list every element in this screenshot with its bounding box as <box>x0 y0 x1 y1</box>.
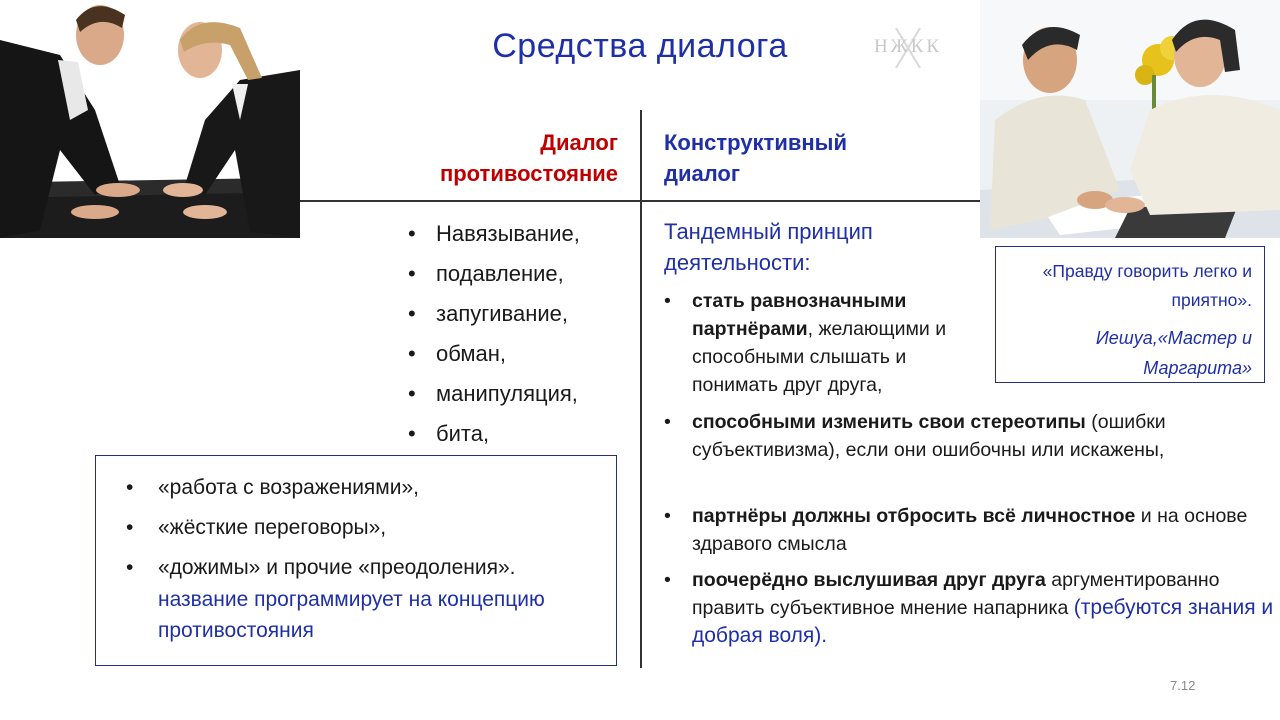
list-item: • Навязывание, <box>408 214 580 254</box>
header-confrontation-line1: Диалог <box>540 130 618 155</box>
list-item: • «дожимы» и прочие «преодоления». <box>126 548 515 588</box>
quote-box <box>995 246 1265 383</box>
header-constructive <box>664 127 974 189</box>
header-divider <box>300 200 980 202</box>
bullet-text: аргументированно править субъективное мнение напарника <box>692 569 1220 619</box>
column-divider <box>640 110 642 668</box>
list-item: • бита, <box>408 414 580 454</box>
bullet-bold: способными изменить свои стереотипы <box>692 411 1086 433</box>
quote-author: Иешуа,«Мастер и Маргарита» <box>1095 328 1252 378</box>
list-item: • «работа с возражениями», <box>126 468 515 508</box>
list-item: • обман, <box>408 334 580 374</box>
list-item: • подавление, <box>408 254 580 294</box>
quote-text: «Правду говорить легко и приятно». <box>1042 261 1252 310</box>
bullet-text: и на основе здравого смысла <box>692 505 1248 555</box>
slide-title: Средства диалога <box>492 27 788 65</box>
box-note: название программирует на концепцию противостояния <box>158 588 545 642</box>
header-confrontation <box>380 127 618 189</box>
confrontation-photo <box>0 0 300 238</box>
bullet-bold: поочерёдно выслушивая друг друга <box>692 569 1046 591</box>
list-item: • запугивание, <box>408 294 580 334</box>
tandem-principle-heading: Тандемный принцип деятельности: <box>664 219 873 275</box>
watermark-logo: НЖКК <box>868 24 948 72</box>
cooperation-photo <box>980 0 1280 238</box>
constructive-bullet: • стать равнозначными партнёрами, желающими и способными слышать и понимать друг друга, <box>664 290 947 396</box>
bullet-highlight: (требуются знания и добрая воля). <box>692 596 1274 647</box>
constructive-bullet: • способными изменить свои стереотипы (ошибки субъективизма), если они ошибочны или искажены, <box>664 411 1166 461</box>
bullet-bold: стать равнозначными партнёрами <box>692 290 907 340</box>
bullet-bold: партнёры должны отбросить всё личностное <box>692 505 1136 527</box>
constructive-bullet: • поочерёдно выслушивая друг друга аргументированно править субъективное мнение напарника (требуются знания и добрая воля). <box>664 569 1274 647</box>
bullet-text: , желающими и способными слышать и понимать друг друга, <box>692 318 947 396</box>
list-item: • «жёсткие переговоры», <box>126 508 515 548</box>
program-names-list <box>126 468 515 588</box>
page-number: 7.12 <box>1170 678 1196 693</box>
constructive-bullet: • партнёры должны отбросить всё личностное и на основе здравого смысла <box>664 505 1248 555</box>
confrontation-methods-list <box>408 214 580 454</box>
header-constructive-line1: Конструктивный <box>664 130 847 155</box>
list-item: • манипуляция, <box>408 374 580 414</box>
bullet-text: (ошибки субъективизма), если они ошибочны или искажены, <box>692 411 1166 461</box>
header-confrontation-line2: противостояние <box>439 161 618 186</box>
header-constructive-line2: диалог <box>664 161 741 186</box>
program-names-box <box>95 455 617 666</box>
